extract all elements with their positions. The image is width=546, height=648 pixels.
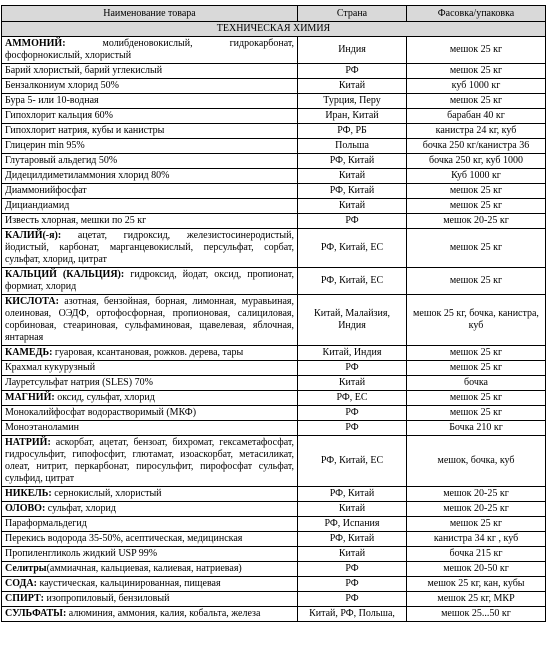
packaging-cell: мешок 25 кг bbox=[407, 37, 546, 64]
product-name-cell bbox=[2, 487, 298, 502]
product-name-text: Перекись водорода 35-50%, асептическая, медицинская bbox=[5, 533, 243, 544]
packaging-cell: мешок 25 кг bbox=[407, 199, 546, 214]
packaging-cell: мешок 25 кг bbox=[407, 406, 546, 421]
table-row bbox=[2, 124, 546, 139]
country-cell: РФ bbox=[298, 562, 407, 577]
country-cell: РФ, Китай, ЕС bbox=[298, 268, 407, 295]
table-row bbox=[2, 361, 546, 376]
product-name-text: Монокалийфосфат водорастворимый (МКФ) bbox=[5, 407, 197, 418]
packaging-cell: мешок 20-50 кг bbox=[407, 562, 546, 577]
country-cell: Китай, Индия bbox=[298, 346, 407, 361]
table-row bbox=[2, 547, 546, 562]
product-name-cell bbox=[2, 64, 298, 79]
product-name-text: азотная, бензойная, борная, лимонная, муравьиная, олеиновая, ОЭДФ, ортофосфорная, пропионовая, салициловая, сорбиновая, стеариновая, сульфаминовая, щавелевая, яблочная, янтарная bbox=[5, 296, 294, 343]
table-row bbox=[2, 169, 546, 184]
packaging-cell: мешок, бочка, куб bbox=[407, 436, 546, 487]
table-row bbox=[2, 577, 546, 592]
product-name-text: Крахмал кукурузный bbox=[5, 362, 96, 373]
packaging-cell: бочка 250 кг, куб 1000 bbox=[407, 154, 546, 169]
header-country: Страна bbox=[298, 6, 407, 22]
product-group-label: КАЛИЙ(-я): bbox=[5, 230, 62, 241]
product-name-text: сульфат, хлорид bbox=[45, 503, 116, 514]
country-cell: Китай bbox=[298, 502, 407, 517]
country-cell: РФ bbox=[298, 421, 407, 436]
product-name-text: Лауретсульфат натрия (SLES) 70% bbox=[5, 377, 153, 388]
country-cell: РФ, Китай, ЕС bbox=[298, 229, 407, 268]
country-cell: Китай bbox=[298, 169, 407, 184]
product-group-label: КИСЛОТА: bbox=[5, 296, 59, 307]
product-name-text: гидроксид, йодат, оксид, пропионат, формиат, хлорид bbox=[5, 269, 294, 292]
product-name-cell bbox=[2, 562, 298, 577]
product-group-label: Селитры bbox=[5, 563, 47, 574]
product-name-text: Дициандиамид bbox=[5, 200, 70, 211]
product-group-label: МАГНИЙ: bbox=[5, 392, 55, 403]
table-row bbox=[2, 214, 546, 229]
product-name-cell bbox=[2, 517, 298, 532]
product-name-text: изопропиловый, бензиловый bbox=[44, 593, 170, 604]
country-cell: РФ, Китай bbox=[298, 184, 407, 199]
packaging-cell: мешок 25 кг bbox=[407, 361, 546, 376]
product-name-cell bbox=[2, 94, 298, 109]
product-name-text: Параформальдегид bbox=[5, 518, 87, 529]
country-cell: РФ bbox=[298, 592, 407, 607]
table-row bbox=[2, 562, 546, 577]
product-name-cell bbox=[2, 592, 298, 607]
product-name-cell bbox=[2, 406, 298, 421]
packaging-cell: бочка 250 кг/канистра 36 bbox=[407, 139, 546, 154]
product-name-cell bbox=[2, 268, 298, 295]
country-cell: РФ, Испания bbox=[298, 517, 407, 532]
product-table bbox=[1, 5, 546, 622]
table-row bbox=[2, 502, 546, 517]
country-cell: Китай, РФ, Польша, bbox=[298, 607, 407, 622]
country-cell: РФ bbox=[298, 577, 407, 592]
country-cell: РФ bbox=[298, 214, 407, 229]
country-cell: Турция, Перу bbox=[298, 94, 407, 109]
table-row bbox=[2, 64, 546, 79]
table-body bbox=[2, 22, 546, 622]
packaging-cell: мешок 20-25 кг bbox=[407, 214, 546, 229]
country-cell: РФ, Китай bbox=[298, 154, 407, 169]
product-group-label: АММОНИЙ: bbox=[5, 38, 66, 49]
product-group-label: НИКЕЛЬ: bbox=[5, 488, 52, 499]
product-name-cell bbox=[2, 376, 298, 391]
table-row bbox=[2, 532, 546, 547]
table-row bbox=[2, 229, 546, 268]
table-row bbox=[2, 436, 546, 487]
table-row bbox=[2, 346, 546, 361]
table-row bbox=[2, 154, 546, 169]
packaging-cell: бочка bbox=[407, 376, 546, 391]
table-row bbox=[2, 268, 546, 295]
product-name-text: молибденовокислый, гидрокарбонат, фосфорнокислый, хлористый bbox=[5, 38, 294, 61]
table-row bbox=[2, 94, 546, 109]
product-name-cell bbox=[2, 532, 298, 547]
table-row bbox=[2, 406, 546, 421]
packaging-cell: мешок 25 кг, кан, кубы bbox=[407, 577, 546, 592]
table-row bbox=[2, 295, 546, 346]
country-cell: РФ, Китай bbox=[298, 487, 407, 502]
product-name-text: Диаммонийфосфат bbox=[5, 185, 87, 196]
product-name-text: оксид, сульфат, хлорид bbox=[54, 392, 155, 403]
packaging-cell: мешок 25 кг bbox=[407, 517, 546, 532]
country-cell: Индия bbox=[298, 37, 407, 64]
product-name-cell bbox=[2, 229, 298, 268]
packaging-cell: мешок 25...50 кг bbox=[407, 607, 546, 622]
table-row bbox=[2, 199, 546, 214]
product-group-label: СПИРТ: bbox=[5, 593, 45, 604]
product-name-cell bbox=[2, 139, 298, 154]
product-name-cell bbox=[2, 154, 298, 169]
country-cell: Китай bbox=[298, 199, 407, 214]
product-name-text: Глицерин min 95% bbox=[5, 140, 85, 151]
header-packaging: Фасовка/упаковка bbox=[407, 6, 546, 22]
product-name-cell bbox=[2, 361, 298, 376]
packaging-cell: куб 1000 кг bbox=[407, 79, 546, 94]
product-name-cell bbox=[2, 436, 298, 487]
packaging-cell: мешок 25 кг bbox=[407, 268, 546, 295]
product-name-cell bbox=[2, 547, 298, 562]
country-cell: РФ, Китай bbox=[298, 532, 407, 547]
product-name-text: ацетат, гидроксид, железистосинеродистый, йодистый, карбонат, марганцевокислый, персульфат, сорбат, сульфат, хлорид, цитрат bbox=[5, 230, 294, 265]
table-row bbox=[2, 517, 546, 532]
packaging-cell: мешок 25 кг bbox=[407, 184, 546, 199]
packaging-cell: мешок 20-25 кг bbox=[407, 487, 546, 502]
table-row bbox=[2, 37, 546, 64]
product-name-cell bbox=[2, 184, 298, 199]
packaging-cell: мешок 20-25 кг bbox=[407, 502, 546, 517]
product-group-label: КАМЕДЬ: bbox=[5, 347, 53, 358]
country-cell: РФ bbox=[298, 64, 407, 79]
product-name-cell bbox=[2, 199, 298, 214]
product-name-text: (аммиачная, кальциевая, калиевая, натриевая) bbox=[46, 563, 242, 574]
product-group-label: СУЛЬФАТЫ: bbox=[5, 608, 67, 619]
product-name-text: Глутаровый альдегид 50% bbox=[5, 155, 118, 166]
country-cell: РФ bbox=[298, 406, 407, 421]
packaging-cell: канистра 24 кг, куб bbox=[407, 124, 546, 139]
product-name-cell bbox=[2, 109, 298, 124]
country-cell: Китай, Малайзия, Индия bbox=[298, 295, 407, 346]
packaging-cell: мешок 25 кг, бочка, канистра, куб bbox=[407, 295, 546, 346]
country-cell: Китай bbox=[298, 376, 407, 391]
product-group-label: КАЛЬЦИЙ (КАЛЬЦИЯ): bbox=[5, 269, 125, 280]
country-cell: Иран, Китай bbox=[298, 109, 407, 124]
product-name-text: сернокислый, хлористый bbox=[51, 488, 162, 499]
country-cell: Китай bbox=[298, 79, 407, 94]
section-row bbox=[2, 22, 546, 37]
product-group-label: ОЛОВО: bbox=[5, 503, 46, 514]
product-name-text: Известь хлорная, мешки по 25 кг bbox=[5, 215, 147, 226]
packaging-cell: барабан 40 кг bbox=[407, 109, 546, 124]
country-cell: РФ, Китай, ЕС bbox=[298, 436, 407, 487]
country-cell: РФ bbox=[298, 361, 407, 376]
product-name-text: Гипохлорит кальция 60% bbox=[5, 110, 113, 121]
product-group-label: СОДА: bbox=[5, 578, 37, 589]
table-row bbox=[2, 607, 546, 622]
packaging-cell: канистра 34 кг , куб bbox=[407, 532, 546, 547]
table-row bbox=[2, 421, 546, 436]
product-name-cell bbox=[2, 607, 298, 622]
table-header-row bbox=[2, 6, 546, 22]
product-name-cell bbox=[2, 577, 298, 592]
product-name-text: Гипохлорит натрия, кубы и канистры bbox=[5, 125, 165, 136]
product-name-text: Бура 5- или 10-водная bbox=[5, 95, 99, 106]
product-name-text: Барий хлористый, барий углекислый bbox=[5, 65, 163, 76]
product-name-cell bbox=[2, 169, 298, 184]
table-row bbox=[2, 79, 546, 94]
country-cell: Польша bbox=[298, 139, 407, 154]
product-name-cell bbox=[2, 346, 298, 361]
product-name-text: алюминия, аммония, калия, кобальта, железа bbox=[66, 608, 261, 619]
product-name-text: аскорбат, ацетат, бензоат, бихромат, гексаметафосфат, гидросульфит, гипофосфит, глютамат, изоаскорбат, метасиликат, олеат, нитрит, перкарбонат, пиросульфит, пирофосфат сульфат, сульфид, цитрат bbox=[5, 437, 294, 484]
packaging-cell: Бочка 210 кг bbox=[407, 421, 546, 436]
product-name-text: Моноэтаноламин bbox=[5, 422, 80, 433]
country-cell: РФ, РБ bbox=[298, 124, 407, 139]
packaging-cell: мешок 25 кг bbox=[407, 391, 546, 406]
table-row bbox=[2, 139, 546, 154]
product-name-text: гуаровая, ксантановая, рожков. дерева, тары bbox=[52, 347, 244, 358]
section-title: ТЕХНИЧЕСКАЯ ХИМИЯ bbox=[2, 22, 546, 37]
packaging-cell: мешок 25 кг, МКР bbox=[407, 592, 546, 607]
table-row bbox=[2, 109, 546, 124]
product-name-cell bbox=[2, 37, 298, 64]
table-row bbox=[2, 391, 546, 406]
product-name-text: Бензалкониум хлорид 50% bbox=[5, 80, 120, 91]
product-name-cell bbox=[2, 79, 298, 94]
product-group-label: НАТРИЙ: bbox=[5, 437, 51, 448]
product-name-cell bbox=[2, 295, 298, 346]
product-name-cell bbox=[2, 124, 298, 139]
packaging-cell: Куб 1000 кг bbox=[407, 169, 546, 184]
header-product-name: Наименование товара bbox=[2, 6, 298, 22]
table-row bbox=[2, 184, 546, 199]
product-name-text: каустическая, кальцинированная, пищевая bbox=[36, 578, 221, 589]
packaging-cell: мешок 25 кг bbox=[407, 64, 546, 79]
country-cell: Китай bbox=[298, 547, 407, 562]
product-name-text: Пропиленгликоль жидкий USP 99% bbox=[5, 548, 158, 559]
table-row bbox=[2, 376, 546, 391]
packaging-cell: мешок 25 кг bbox=[407, 94, 546, 109]
table-row bbox=[2, 487, 546, 502]
country-cell: РФ, ЕС bbox=[298, 391, 407, 406]
product-name-cell bbox=[2, 214, 298, 229]
product-name-cell bbox=[2, 421, 298, 436]
product-name-cell bbox=[2, 502, 298, 517]
packaging-cell: мешок 25 кг bbox=[407, 346, 546, 361]
packaging-cell: мешок 25 кг bbox=[407, 229, 546, 268]
product-name-cell bbox=[2, 391, 298, 406]
product-name-text: Дидецилдиметиламмония хлорид 80% bbox=[5, 170, 170, 181]
table-row bbox=[2, 592, 546, 607]
packaging-cell: бочка 215 кг bbox=[407, 547, 546, 562]
